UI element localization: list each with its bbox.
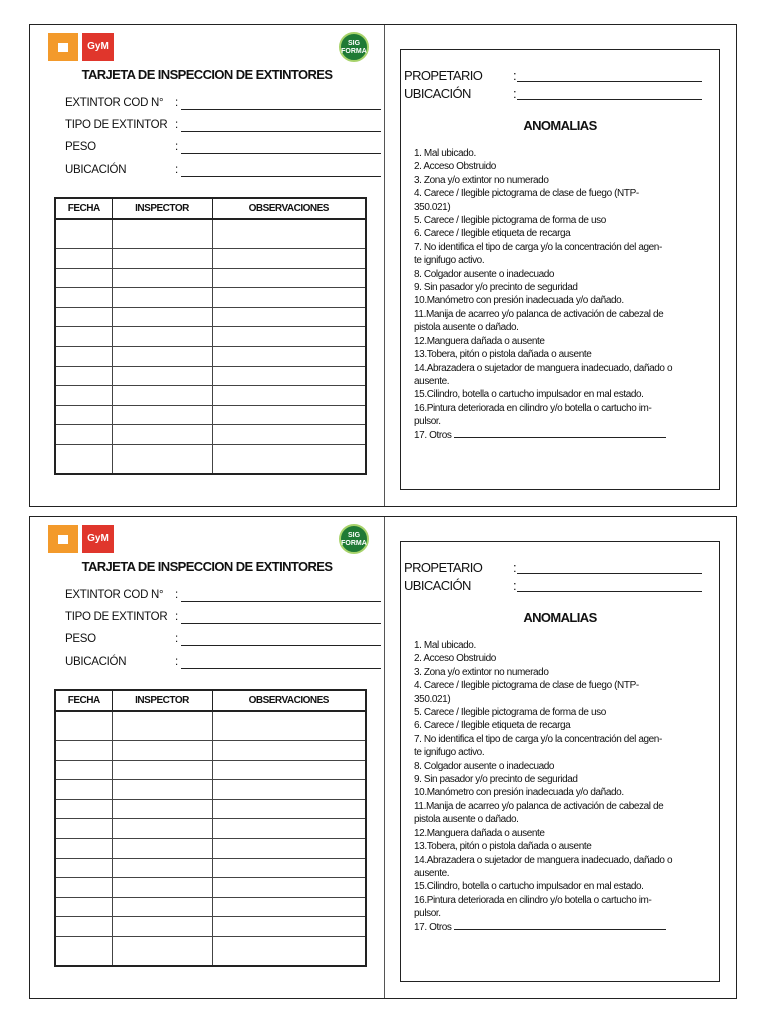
- fecha-cell[interactable]: [55, 386, 112, 406]
- gym-logo-orange-square: [48, 525, 78, 553]
- field-label: UBICACIÓN: [65, 164, 127, 176]
- observaciones-cell[interactable]: [212, 307, 366, 327]
- field-ubicacion-right: [404, 86, 517, 101]
- table-row: [55, 425, 366, 445]
- fill-line[interactable]: [517, 99, 702, 100]
- anomalia-item: 2. Acceso Obstruido: [414, 653, 496, 665]
- fecha-cell[interactable]: [55, 711, 112, 740]
- anomalia-item: pistola ausente o dañado.: [414, 322, 519, 334]
- fecha-cell[interactable]: [55, 858, 112, 878]
- table-row: [55, 838, 366, 858]
- field-label: PESO: [65, 633, 96, 645]
- anomalia-item-otros: [414, 429, 714, 442]
- anomalia-item: 350.021): [414, 693, 451, 705]
- column-header-observaciones: OBSERVACIONES: [212, 690, 366, 711]
- fecha-cell[interactable]: [55, 937, 112, 966]
- table-row: [55, 740, 366, 760]
- field-label: TIPO DE EXTINTOR: [65, 119, 168, 131]
- inspector-cell[interactable]: [112, 405, 212, 425]
- field-propietario: [404, 560, 517, 575]
- fecha-cell[interactable]: [55, 425, 112, 445]
- observaciones-cell[interactable]: [212, 425, 366, 445]
- anomalia-item: 1. Mal ubicado.: [414, 148, 476, 159]
- fecha-cell[interactable]: [55, 405, 112, 425]
- field-label: EXTINTOR COD N°: [65, 589, 164, 601]
- observaciones-cell[interactable]: [212, 799, 366, 819]
- column-header-observaciones: OBSERVACIONES: [212, 198, 366, 219]
- fecha-cell[interactable]: [55, 219, 112, 248]
- fecha-cell[interactable]: [55, 897, 112, 917]
- observaciones-cell[interactable]: [212, 819, 366, 839]
- field-label: PROPETARIO: [404, 560, 483, 575]
- observaciones-cell[interactable]: [212, 780, 366, 800]
- field-colon: :: [513, 560, 517, 575]
- inspector-cell[interactable]: [112, 838, 212, 858]
- observaciones-cell[interactable]: [212, 760, 366, 780]
- fill-line[interactable]: [181, 153, 381, 154]
- sig-seal-logo: SIG FORMA: [339, 524, 369, 554]
- fecha-cell[interactable]: [55, 917, 112, 937]
- inspector-cell[interactable]: [112, 445, 212, 474]
- field-colon: :: [513, 578, 517, 593]
- inspector-cell[interactable]: [112, 307, 212, 327]
- anomalia-item-otros: [414, 921, 714, 934]
- anomalia-item: 15.Cilindro, botella o cartucho impulsador en mal estado.: [414, 881, 644, 893]
- anomalia-item: 16.Pintura deteriorada en cilindro y/o botella o cartucho im-: [414, 402, 652, 414]
- fill-line[interactable]: [517, 591, 702, 592]
- table-row: [55, 819, 366, 839]
- inspector-cell[interactable]: [112, 327, 212, 347]
- field-colon: :: [175, 656, 178, 668]
- observaciones-cell[interactable]: [212, 366, 366, 386]
- inspector-cell[interactable]: [112, 425, 212, 445]
- column-header-fecha: FECHA: [55, 198, 112, 219]
- observaciones-cell[interactable]: [212, 917, 366, 937]
- fill-line[interactable]: [517, 573, 702, 574]
- observaciones-cell[interactable]: [212, 405, 366, 425]
- anomalia-item: 1. Mal ubicado.: [414, 640, 476, 651]
- table-header-row: [55, 198, 366, 219]
- table-row: [55, 445, 366, 474]
- anomalia-item: 7. No identifica el tipo de carga y/o la concentración del agen-: [414, 241, 662, 253]
- anomalia-item: pistola ausente o dañado.: [414, 814, 519, 826]
- otros-label: 17. Otros: [414, 429, 452, 441]
- card-title: TARJETA DE INSPECCION DE EXTINTORES: [81, 67, 333, 82]
- fecha-cell[interactable]: [55, 780, 112, 800]
- anomalia-item: ausente.: [414, 375, 450, 387]
- field-colon: :: [175, 141, 178, 153]
- anomalies-panel: [400, 541, 720, 982]
- table-row: [55, 937, 366, 966]
- anomalia-item: pulsor.: [414, 416, 441, 428]
- field-colon: :: [175, 611, 178, 623]
- gym-logo-text: GyM: [82, 525, 114, 553]
- anomalia-item: 6. Carece / Ilegible etiqueta de recarga: [414, 228, 571, 240]
- inspector-cell[interactable]: [112, 917, 212, 937]
- anomalia-item: 9. Sin pasador y/o precinto de seguridad: [414, 774, 578, 786]
- fold-divider: [384, 517, 385, 998]
- table-row: [55, 897, 366, 917]
- gym-logo: [48, 33, 114, 61]
- anomalia-item: pulsor.: [414, 908, 441, 920]
- fecha-cell[interactable]: [55, 248, 112, 268]
- inspector-cell[interactable]: [112, 288, 212, 308]
- inspector-cell[interactable]: [112, 248, 212, 268]
- column-header-fecha: FECHA: [55, 690, 112, 711]
- inspection-log-table: [54, 197, 367, 475]
- inspector-cell[interactable]: [112, 268, 212, 288]
- observaciones-cell[interactable]: [212, 838, 366, 858]
- fill-line[interactable]: [181, 623, 381, 624]
- card-title: TARJETA DE INSPECCION DE EXTINTORES: [81, 559, 333, 574]
- table-row: [55, 219, 366, 248]
- observaciones-cell[interactable]: [212, 327, 366, 347]
- anomalia-item: 16.Pintura deteriorada en cilindro y/o botella o cartucho im-: [414, 894, 652, 906]
- inspector-cell[interactable]: [112, 780, 212, 800]
- inspector-cell[interactable]: [112, 346, 212, 366]
- table-row: [55, 405, 366, 425]
- fill-line[interactable]: [181, 131, 381, 132]
- anomalia-item: te ignifugo activo.: [414, 747, 485, 759]
- column-header-inspector: INSPECTOR: [112, 690, 212, 711]
- fecha-cell[interactable]: [55, 878, 112, 898]
- observaciones-cell[interactable]: [212, 897, 366, 917]
- observaciones-cell[interactable]: [212, 740, 366, 760]
- table-row: [55, 878, 366, 898]
- table-row: [55, 346, 366, 366]
- anomalia-item: 5. Carece / Ilegible pictograma de forma de uso: [414, 707, 606, 719]
- fill-line[interactable]: [454, 437, 666, 438]
- fill-line[interactable]: [181, 645, 381, 646]
- anomalia-item: 14.Abrazadera o sujetador de manguera inadecuado, dañado o: [414, 362, 673, 374]
- inspector-cell[interactable]: [112, 219, 212, 248]
- anomalia-item: 13.Tobera, pitón o pistola dañada o ausente: [414, 349, 592, 361]
- anomalia-item: 6. Carece / Ilegible etiqueta de recarga: [414, 720, 571, 732]
- table-row: [55, 288, 366, 308]
- inspection-card: [29, 516, 737, 999]
- observaciones-cell[interactable]: [212, 248, 366, 268]
- anomalia-item: 2. Acceso Obstruido: [414, 161, 496, 173]
- anomalia-item: 3. Zona y/o extintor no numerado: [414, 666, 549, 678]
- inspector-cell[interactable]: [112, 858, 212, 878]
- field-label: UBICACIÓN: [404, 578, 471, 593]
- observaciones-cell[interactable]: [212, 346, 366, 366]
- fill-line[interactable]: [454, 929, 666, 930]
- anomalia-item: 8. Colgador ausente o inadecuado: [414, 268, 555, 280]
- anomalia-item: 350.021): [414, 201, 451, 213]
- fecha-cell[interactable]: [55, 288, 112, 308]
- table-row: [55, 917, 366, 937]
- fecha-cell[interactable]: [55, 366, 112, 386]
- inspection-card: [29, 24, 737, 507]
- field-label: TIPO DE EXTINTOR: [65, 611, 168, 623]
- anomalia-item: 11.Manija de acarreo y/o palanca de activación de cabezal de: [414, 308, 664, 320]
- gym-logo-orange-square: [48, 33, 78, 61]
- anomalia-item: 7. No identifica el tipo de carga y/o la concentración del agen-: [414, 733, 662, 745]
- gym-logo: [48, 525, 114, 553]
- field-colon: :: [175, 97, 178, 109]
- table-row: [55, 760, 366, 780]
- fill-line[interactable]: [181, 109, 381, 110]
- observaciones-cell[interactable]: [212, 858, 366, 878]
- field-colon: :: [175, 119, 178, 131]
- inspector-cell[interactable]: [112, 386, 212, 406]
- field-label: PROPETARIO: [404, 68, 483, 83]
- fecha-cell[interactable]: [55, 760, 112, 780]
- field-colon: :: [175, 164, 178, 176]
- inspector-cell[interactable]: [112, 897, 212, 917]
- field-propietario: [404, 68, 517, 83]
- otros-label: 17. Otros: [414, 921, 452, 933]
- anomalia-item: 4. Carece / Ilegible pictograma de clase de fuego (NTP-: [414, 680, 639, 692]
- fold-divider: [384, 25, 385, 506]
- anomalia-item: 4. Carece / Ilegible pictograma de clase de fuego (NTP-: [414, 188, 639, 200]
- field-label: EXTINTOR COD N°: [65, 97, 164, 109]
- fecha-cell[interactable]: [55, 740, 112, 760]
- anomalia-item: 15.Cilindro, botella o cartucho impulsador en mal estado.: [414, 389, 644, 401]
- table-row: [55, 248, 366, 268]
- anomalia-item: 3. Zona y/o extintor no numerado: [414, 174, 549, 186]
- anomalies-panel: [400, 49, 720, 490]
- observaciones-cell[interactable]: [212, 219, 366, 248]
- field-label: UBICACIÓN: [65, 656, 127, 668]
- inspector-cell[interactable]: [112, 878, 212, 898]
- table-row: [55, 307, 366, 327]
- anomalias-list: [414, 147, 714, 442]
- table-row: [55, 366, 366, 386]
- table-row: [55, 780, 366, 800]
- fecha-cell[interactable]: [55, 268, 112, 288]
- fill-line[interactable]: [181, 601, 381, 602]
- field-colon: :: [513, 68, 517, 83]
- table-header-row: [55, 690, 366, 711]
- fecha-cell[interactable]: [55, 819, 112, 839]
- sig-seal-logo: SIG FORMA: [339, 32, 369, 62]
- anomalia-item: 9. Sin pasador y/o precinto de seguridad: [414, 282, 578, 294]
- observaciones-cell[interactable]: [212, 445, 366, 474]
- observaciones-cell[interactable]: [212, 386, 366, 406]
- table-row: [55, 386, 366, 406]
- fill-line[interactable]: [181, 668, 381, 669]
- table-row: [55, 711, 366, 740]
- table-row: [55, 858, 366, 878]
- observaciones-cell[interactable]: [212, 288, 366, 308]
- inspector-cell[interactable]: [112, 799, 212, 819]
- fecha-cell[interactable]: [55, 327, 112, 347]
- anomalia-item: 12.Manguera dañada o ausente: [414, 335, 545, 347]
- anomalia-item: 11.Manija de acarreo y/o palanca de activación de cabezal de: [414, 800, 664, 812]
- observaciones-cell[interactable]: [212, 878, 366, 898]
- table-row: [55, 327, 366, 347]
- column-header-inspector: INSPECTOR: [112, 198, 212, 219]
- inspection-log-table: [54, 689, 367, 967]
- inspector-cell[interactable]: [112, 740, 212, 760]
- fill-line[interactable]: [181, 176, 381, 177]
- anomalias-list: [414, 639, 714, 934]
- anomalia-item: 13.Tobera, pitón o pistola dañada o ausente: [414, 841, 592, 853]
- observaciones-cell[interactable]: [212, 937, 366, 966]
- anomalias-title: ANOMALIAS: [523, 610, 597, 625]
- inspector-cell[interactable]: [112, 937, 212, 966]
- fecha-cell[interactable]: [55, 346, 112, 366]
- anomalias-title: ANOMALIAS: [523, 118, 597, 133]
- anomalia-item: 5. Carece / Ilegible pictograma de forma de uso: [414, 215, 606, 227]
- anomalia-item: 10.Manómetro con presión inadecuada y/o dañado.: [414, 787, 624, 799]
- field-ubicacion-right: [404, 578, 517, 593]
- anomalia-item: 12.Manguera dañada o ausente: [414, 827, 545, 839]
- observaciones-cell[interactable]: [212, 268, 366, 288]
- field-colon: :: [513, 86, 517, 101]
- anomalia-item: 10.Manómetro con presión inadecuada y/o dañado.: [414, 295, 624, 307]
- inspector-cell[interactable]: [112, 711, 212, 740]
- inspector-cell[interactable]: [112, 760, 212, 780]
- anomalia-item: 8. Colgador ausente o inadecuado: [414, 760, 555, 772]
- observaciones-cell[interactable]: [212, 711, 366, 740]
- fecha-cell[interactable]: [55, 799, 112, 819]
- anomalia-item: 14.Abrazadera o sujetador de manguera inadecuado, dañado o: [414, 854, 673, 866]
- inspector-cell[interactable]: [112, 366, 212, 386]
- inspector-cell[interactable]: [112, 819, 212, 839]
- fecha-cell[interactable]: [55, 445, 112, 474]
- table-row: [55, 268, 366, 288]
- field-label: PESO: [65, 141, 96, 153]
- field-label: UBICACIÓN: [404, 86, 471, 101]
- anomalia-item: te ignifugo activo.: [414, 255, 485, 267]
- fecha-cell[interactable]: [55, 307, 112, 327]
- field-colon: :: [175, 589, 178, 601]
- table-row: [55, 799, 366, 819]
- fill-line[interactable]: [517, 81, 702, 82]
- anomalia-item: ausente.: [414, 867, 450, 879]
- field-colon: :: [175, 633, 178, 645]
- fecha-cell[interactable]: [55, 838, 112, 858]
- gym-logo-text: GyM: [82, 33, 114, 61]
